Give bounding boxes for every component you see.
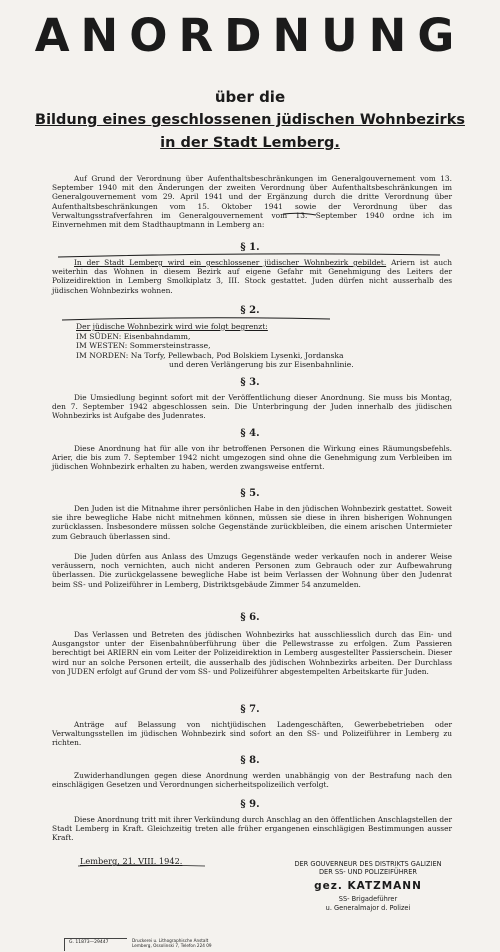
section-8-text: Zuwiderhandlungen gegen diese Anordnung werden unabhängig von der Bestrafung nach den einschlägigen Gesetzen und Verordnungen sicherheitspolizeilich verfolgt.: [52, 771, 452, 790]
border-north: IM NORDEN: Na Torfy, Pellewbach, Pod Bolskiem Lysenki, Jordanska: [76, 350, 344, 360]
section-4-heading: § 4.: [240, 428, 260, 439]
signature-rank-2: u. Generalmajor d. Polizei: [325, 904, 411, 912]
section-1-pen-line: [58, 254, 440, 257]
border-west: IM WESTEN: Sommersteinstrasse,: [76, 341, 211, 351]
section-3-text: Die Umsiedlung beginnt sofort mit der Veröffentlichung dieser Anordnung. Sie muss bis Montag, den 7. September 1942 abgeschlossen sein. Die Unterbringung der Juden innerhalb des jüdischen Wohnbezirks ist Aufgabe des Judenrates.: [52, 393, 452, 421]
section-4-text: Diese Anordnung hat für alle von ihr betroffenen Personen die Wirkung eines Räumungsbefehls. Arier, die bis zum 7. September 1942 nicht umgezogen sind ohne die Genehmigung zum Verbleiben im jüdischen Wohnbezirk erhalten zu haben, werden zwangsweise entfernt.: [52, 444, 452, 472]
subtitle-bildung: Bildung eines geschlossenen jüdischen Wohnbezirks: [35, 112, 465, 128]
section-1-heading: § 1.: [240, 242, 260, 253]
section-6-text: Das Verlassen und Betreten des jüdischen Wohnbezirks hat ausschliesslich durch das Ein- und Ausgangstor unter der Eisenbahnüberführung über die Pellewstrasse zu erfolgen. Zum Passieren berechtigt bei ARIERN ein vom Leiter der Polizeidirektion in Lemberg ausgestellter Passierschein. Dieser wird nur an solche Personen erteilt, die ausserhalb des jüdischen Wohnbezirks arbeiten. Der Durchlass von JUDEN erfolgt auf Grund der vom SS- und Polizeiführer abgestempelten Arbeitskarte für Juden.: [52, 630, 452, 676]
preamble-paragraph: Auf Grund der Verordnung über Aufenthaltsbeschränkungen im Generalgouvernement vom 13. September 1940 mit den Änderungen der zweiten Verordnung über Aufenthaltsbeschränkungen im Generalgouvernement vom 29. April 1941 und der Ergänzung durch die dritte Verordnung über Aufenthaltsbeschränkungen vom 15. Oktober 1941 sowie der Verordnung über das Verwaltungsstrafverfahren im Generalgouvernement vom 13. September 1940 ordne ich im Einvernehmen mit dem Stadthauptmann in Lemberg an:: [52, 174, 452, 230]
signature-line-1: DER GOUVERNEUR DES DISTRIKTS GALIZIEN: [294, 860, 442, 868]
section-2-pen-line: [62, 318, 330, 320]
print-code: G. 11873—29447: [64, 938, 127, 951]
section-7-heading: § 7.: [240, 704, 260, 715]
section-8-heading: § 8.: [240, 755, 260, 766]
section-9-text: Diese Anordnung tritt mit ihrer Verkündung durch Anschlag an den öffentlichen Anschlagstellen der Stadt Lemberg in Kraft. Gleichzeitig treten alle früher ergangenen einschlägigen Bestimmungen ausser Kraft.: [52, 815, 452, 843]
section-5-text-1: Den Juden ist die Mitnahme ihrer persönlichen Habe in den jüdischen Wohnbezirk gestattet. Soweit sie ihre bewegliche Habe nicht mitnehmen können, müssen sie diese in ihren bisherigen Wohnungen zurücklassen. Insbesondere müssen solche Gegenstände zurückbleiben, die einem arischen Untermieter zum Gebrauch überlassen sind.: [52, 504, 452, 541]
section-1-lead: In der Stadt Lemberg wird ein geschlossener jüdischer Wohnbezirk gebildet.: [74, 258, 387, 267]
date-pen-line: [78, 865, 205, 866]
section-5-text-2: Die Juden dürfen aus Anlass des Umzugs Gegenstände weder verkaufen noch in anderer Weise veräussern, noch vernichten, auch nicht anderen Personen zum Gebrauch oder zur Aufbewahrung überlassen. Die zurückgelassene bewegliche Habe ist beim Verlassen der Wohnung über den Judenrat beim SS- und Polizeiführer in Lemberg, Distriktsgebäude Zimmer 54 anzumelden.: [52, 552, 452, 589]
border-south: IM SÜDEN: Eisenbahndamm,: [76, 331, 191, 341]
section-9-heading: § 9.: [240, 799, 260, 810]
section-2-heading: § 2.: [240, 305, 260, 316]
subtitle-uber-die: über die: [214, 88, 286, 106]
date-underline-mark: [283, 213, 316, 215]
section-3-heading: § 3.: [240, 377, 260, 388]
section-6-heading: § 6.: [240, 612, 260, 623]
border-north-cont: und deren Verlängerung bis zur Eisenbahnlinie.: [169, 360, 354, 370]
signature-line-2: DER SS- UND POLIZEIFÜHRER: [318, 868, 418, 876]
signature-rank-1: SS- Brigadeführer: [338, 895, 398, 903]
section-1-rest: Ariern ist auch weiterhin das Wohnen in diesem Bezirk auf eigene Gefahr mit Genehmigung des Leiters der Polizeidirektion in Lemberg Smolkiplatz 3, III. Stock gestattet. Juden dürfen nicht ausserhalb des jüdischen Wohnbezirks wohnen.: [52, 258, 452, 295]
section-5-heading: § 5.: [240, 488, 260, 499]
document-title: ANORDNUNG: [34, 9, 466, 62]
printer-line-1: Druckerei u. Lithographische Anstalt: [132, 938, 209, 943]
section-7-text: Anträge auf Belassung von nichtjüdischen Ladengeschäften, Gewerbebetrieben oder Verwaltungsstellen im jüdischen Wohnbezirk sind sofort an den SS- und Polizeiführer in Lemberg zu richten.: [52, 720, 452, 748]
place-and-date: Lemberg, 21. VIII. 1942.: [80, 856, 183, 866]
signature-name: gez. KATZMANN: [314, 880, 422, 892]
section-2-intro: Der jüdische Wohnbezirk wird wie folgt begrenzt:: [76, 322, 268, 331]
subtitle-stadt: in der Stadt Lemberg.: [160, 135, 340, 151]
printer-line-2: Lemberg, Ossolinski 7, Telefon 224 09: [132, 943, 212, 948]
